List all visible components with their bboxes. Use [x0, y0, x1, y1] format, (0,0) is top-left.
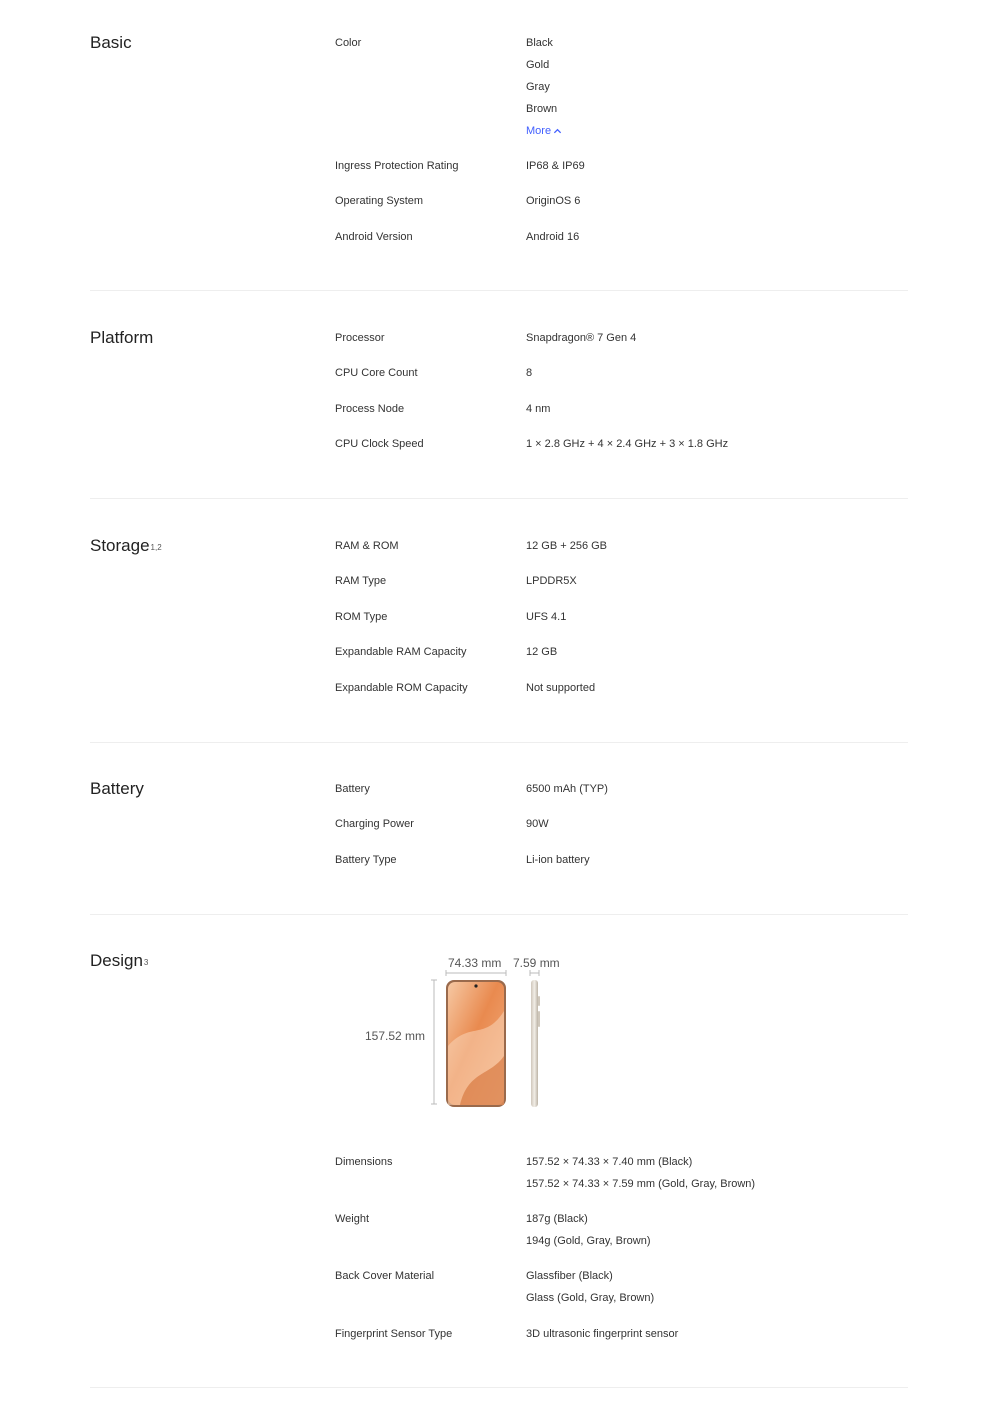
- spec-value: [526, 1265, 654, 1309]
- phone-illustration: [360, 951, 580, 1116]
- section-platform: [90, 328, 908, 458]
- footnote-ref[interactable]: 1,2: [150, 543, 162, 552]
- section-battery: [90, 779, 908, 879]
- spec-value: [526, 1151, 755, 1195]
- section-divider: [90, 290, 908, 291]
- spec-value-line: 194g (Gold, Gray, Brown): [526, 1235, 651, 1247]
- spec-label: Ingress Protection Rating: [335, 160, 459, 172]
- spec-label: Back Cover Material: [335, 1270, 435, 1282]
- width-label: 74.33 mm: [448, 956, 502, 970]
- section-design: [90, 951, 908, 1351]
- section-divider: [90, 742, 908, 743]
- spec-label: Weight: [335, 1213, 370, 1225]
- color-option: Brown: [526, 103, 558, 115]
- footnote-ref[interactable]: 3: [143, 958, 149, 967]
- chevron-up-icon: [553, 127, 562, 136]
- more-label: More: [526, 125, 552, 137]
- spec-value-line: 3D ultrasonic fingerprint sensor: [526, 1328, 679, 1340]
- more-link[interactable]: [526, 120, 562, 142]
- spec-label: CPU Core Count: [335, 367, 418, 379]
- depth-label: 7.59 mm: [513, 956, 560, 970]
- spec-value-line: Glass (Gold, Gray, Brown): [526, 1292, 655, 1304]
- spec-label: Fingerprint Sensor Type: [335, 1328, 453, 1340]
- section-title-text: Storage: [90, 536, 150, 555]
- spec-value: 4 nm: [526, 403, 551, 415]
- spec-label: Process Node: [335, 403, 405, 415]
- section-title: Basic: [90, 33, 132, 52]
- spec-label: Battery Type: [335, 854, 397, 866]
- section-storage: [90, 536, 908, 706]
- spec-value: [526, 1323, 678, 1345]
- spec-value: [526, 1208, 651, 1252]
- spec-value: Not supported: [526, 682, 596, 694]
- color-option: Gray: [526, 81, 550, 93]
- spec-value: 1 × 2.8 GHz + 4 × 2.4 GHz + 3 × 1.8 GHz: [526, 438, 729, 450]
- section-divider: [90, 914, 908, 915]
- spec-value-line: Glassfiber (Black): [526, 1270, 613, 1282]
- spec-value: 12 GB + 256 GB: [526, 540, 608, 552]
- section-divider: [90, 498, 908, 499]
- spec-value-line: 157.52 × 74.33 × 7.59 mm (Gold, Gray, Brown): [526, 1178, 756, 1190]
- section-title: Battery: [90, 779, 144, 798]
- height-label: 157.52 mm: [365, 1029, 426, 1043]
- section-title: Platform: [90, 328, 154, 347]
- spec-label: Processor: [335, 332, 385, 344]
- spec-label: Expandable RAM Capacity: [335, 646, 467, 658]
- spec-label: Expandable ROM Capacity: [335, 682, 468, 694]
- spec-value-line: 157.52 × 74.33 × 7.40 mm (Black): [526, 1156, 693, 1168]
- spec-value: Li-ion battery: [526, 854, 590, 866]
- spec-value: 8: [526, 367, 533, 379]
- spec-value: Snapdragon® 7 Gen 4: [526, 332, 637, 344]
- spec-value: IP68 & IP69: [526, 160, 585, 172]
- dimension-figure: [360, 951, 580, 1116]
- spec-value: [526, 32, 562, 142]
- spec-label: ROM Type: [335, 611, 388, 623]
- spec-label: Color: [335, 37, 362, 49]
- spec-label: RAM & ROM: [335, 540, 399, 552]
- spec-value: OriginOS 6: [526, 195, 581, 207]
- spec-value: 90W: [526, 818, 549, 830]
- spec-value: Android 16: [526, 231, 580, 243]
- spec-label: RAM Type: [335, 575, 387, 587]
- spec-value: UFS 4.1: [526, 611, 567, 623]
- section-title: [90, 536, 162, 556]
- spec-value: LPDDR5X: [526, 575, 577, 587]
- section-divider: [90, 1387, 908, 1388]
- spec-value-line: 187g (Black): [526, 1213, 588, 1225]
- section-title: [90, 951, 148, 971]
- spec-label: Android Version: [335, 231, 413, 243]
- spec-label: Dimensions: [335, 1156, 393, 1168]
- color-option: Gold: [526, 59, 550, 71]
- section-basic: [90, 33, 908, 253]
- spec-label: Operating System: [335, 195, 424, 207]
- spec-label: CPU Clock Speed: [335, 438, 424, 450]
- spec-label: Charging Power: [335, 818, 414, 830]
- color-option: Black: [526, 37, 553, 49]
- spec-value: 12 GB: [526, 646, 558, 658]
- section-title-text: Design: [90, 951, 143, 970]
- spec-label: Battery: [335, 783, 370, 795]
- spec-value: 6500 mAh (TYP): [526, 783, 608, 795]
